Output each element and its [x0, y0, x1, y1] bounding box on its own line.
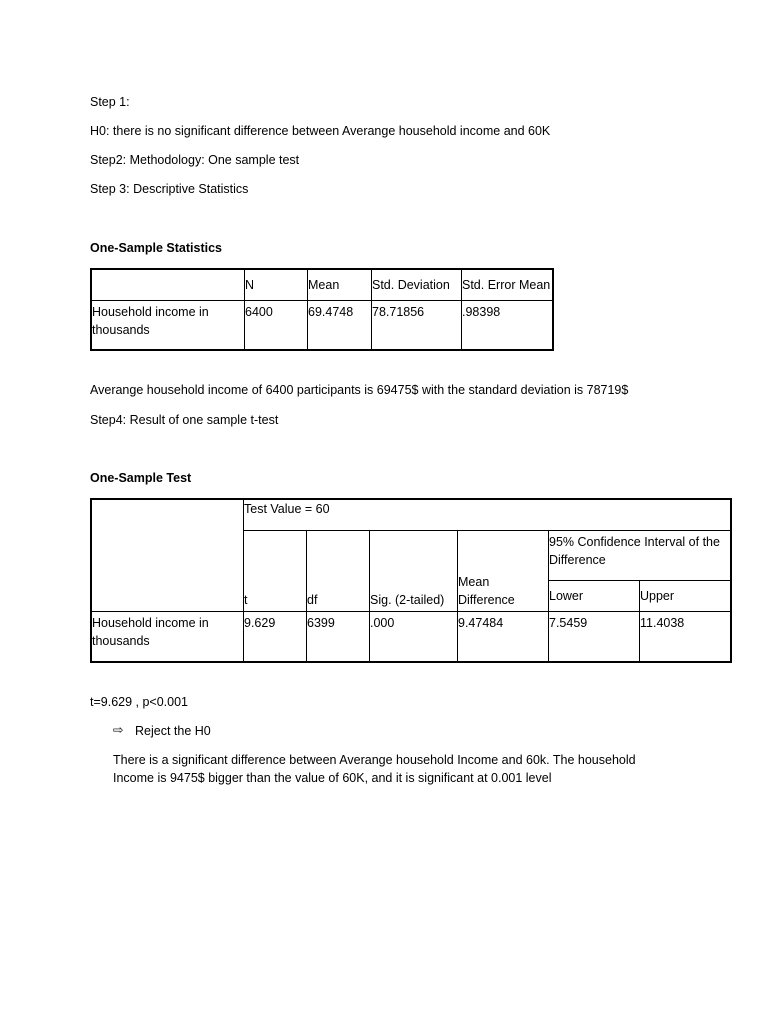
- data-cell: .000: [370, 611, 458, 662]
- data-cell: 6399: [307, 611, 370, 662]
- header-cell: N: [245, 269, 308, 300]
- header-cell: Std. Error Mean: [462, 269, 554, 300]
- step2-text: Step2: Methodology: One sample test: [90, 153, 300, 167]
- row-label-cell: Household income in thousands: [91, 300, 245, 350]
- data-cell: 69.4748: [308, 300, 372, 350]
- header-cell: [91, 499, 244, 611]
- data-cell: 7.5459: [549, 611, 640, 662]
- table-row: [91, 611, 731, 662]
- header-cell: Upper: [640, 580, 732, 611]
- data-cell: 78.71856: [372, 300, 462, 350]
- data-cell: .98398: [462, 300, 554, 350]
- header-cell: Sig. (2-tailed): [370, 530, 458, 611]
- reject-text: Reject the H0: [135, 724, 211, 738]
- header-cell: Std. Deviation: [372, 269, 462, 300]
- step3-text: Step 3: Descriptive Statistics: [90, 182, 249, 196]
- arrow-icon: ⇨: [113, 723, 124, 737]
- summary-text: Averange household income of 6400 participants is 69475$ with the standard deviation is 78719$: [90, 383, 629, 397]
- data-cell: 6400: [245, 300, 308, 350]
- header-cell: Lower: [549, 580, 640, 611]
- table-header-row: [91, 499, 731, 530]
- ci-header-cell: 95% Confidence Interval of the Difference: [549, 530, 732, 580]
- one-sample-statistics-table: [90, 268, 554, 351]
- hypothesis-text: H0: there is no significant difference between Averange household income and 60K: [90, 124, 551, 138]
- test-value-cell: Test Value = 60: [244, 499, 732, 530]
- header-cell: t: [244, 530, 307, 611]
- one-sample-test-table: [90, 498, 732, 663]
- table-row: [91, 300, 553, 350]
- header-cell: df: [307, 530, 370, 611]
- header-cell: Mean Difference: [458, 530, 549, 611]
- table2-title: One-Sample Test: [90, 471, 192, 485]
- stat-line: t=9.629 , p<0.001: [90, 695, 189, 709]
- row-label-cell: Household income in thousands: [91, 611, 244, 662]
- data-cell: 11.4038: [640, 611, 732, 662]
- table1-title: One-Sample Statistics: [90, 241, 222, 255]
- header-cell: Mean: [308, 269, 372, 300]
- step1-text: Step 1:: [90, 95, 130, 109]
- conclusion-text: There is a significant difference between Averange household Income and 60k. The household Income is 9475$ bigger than the value of 60K, and it is significant at 0.001 level: [113, 753, 636, 785]
- data-cell: 9.629: [244, 611, 307, 662]
- data-cell: 9.47484: [458, 611, 549, 662]
- step4-text: Step4: Result of one sample t-test: [90, 413, 279, 427]
- table-header-row: [91, 269, 553, 300]
- header-cell: [91, 269, 245, 300]
